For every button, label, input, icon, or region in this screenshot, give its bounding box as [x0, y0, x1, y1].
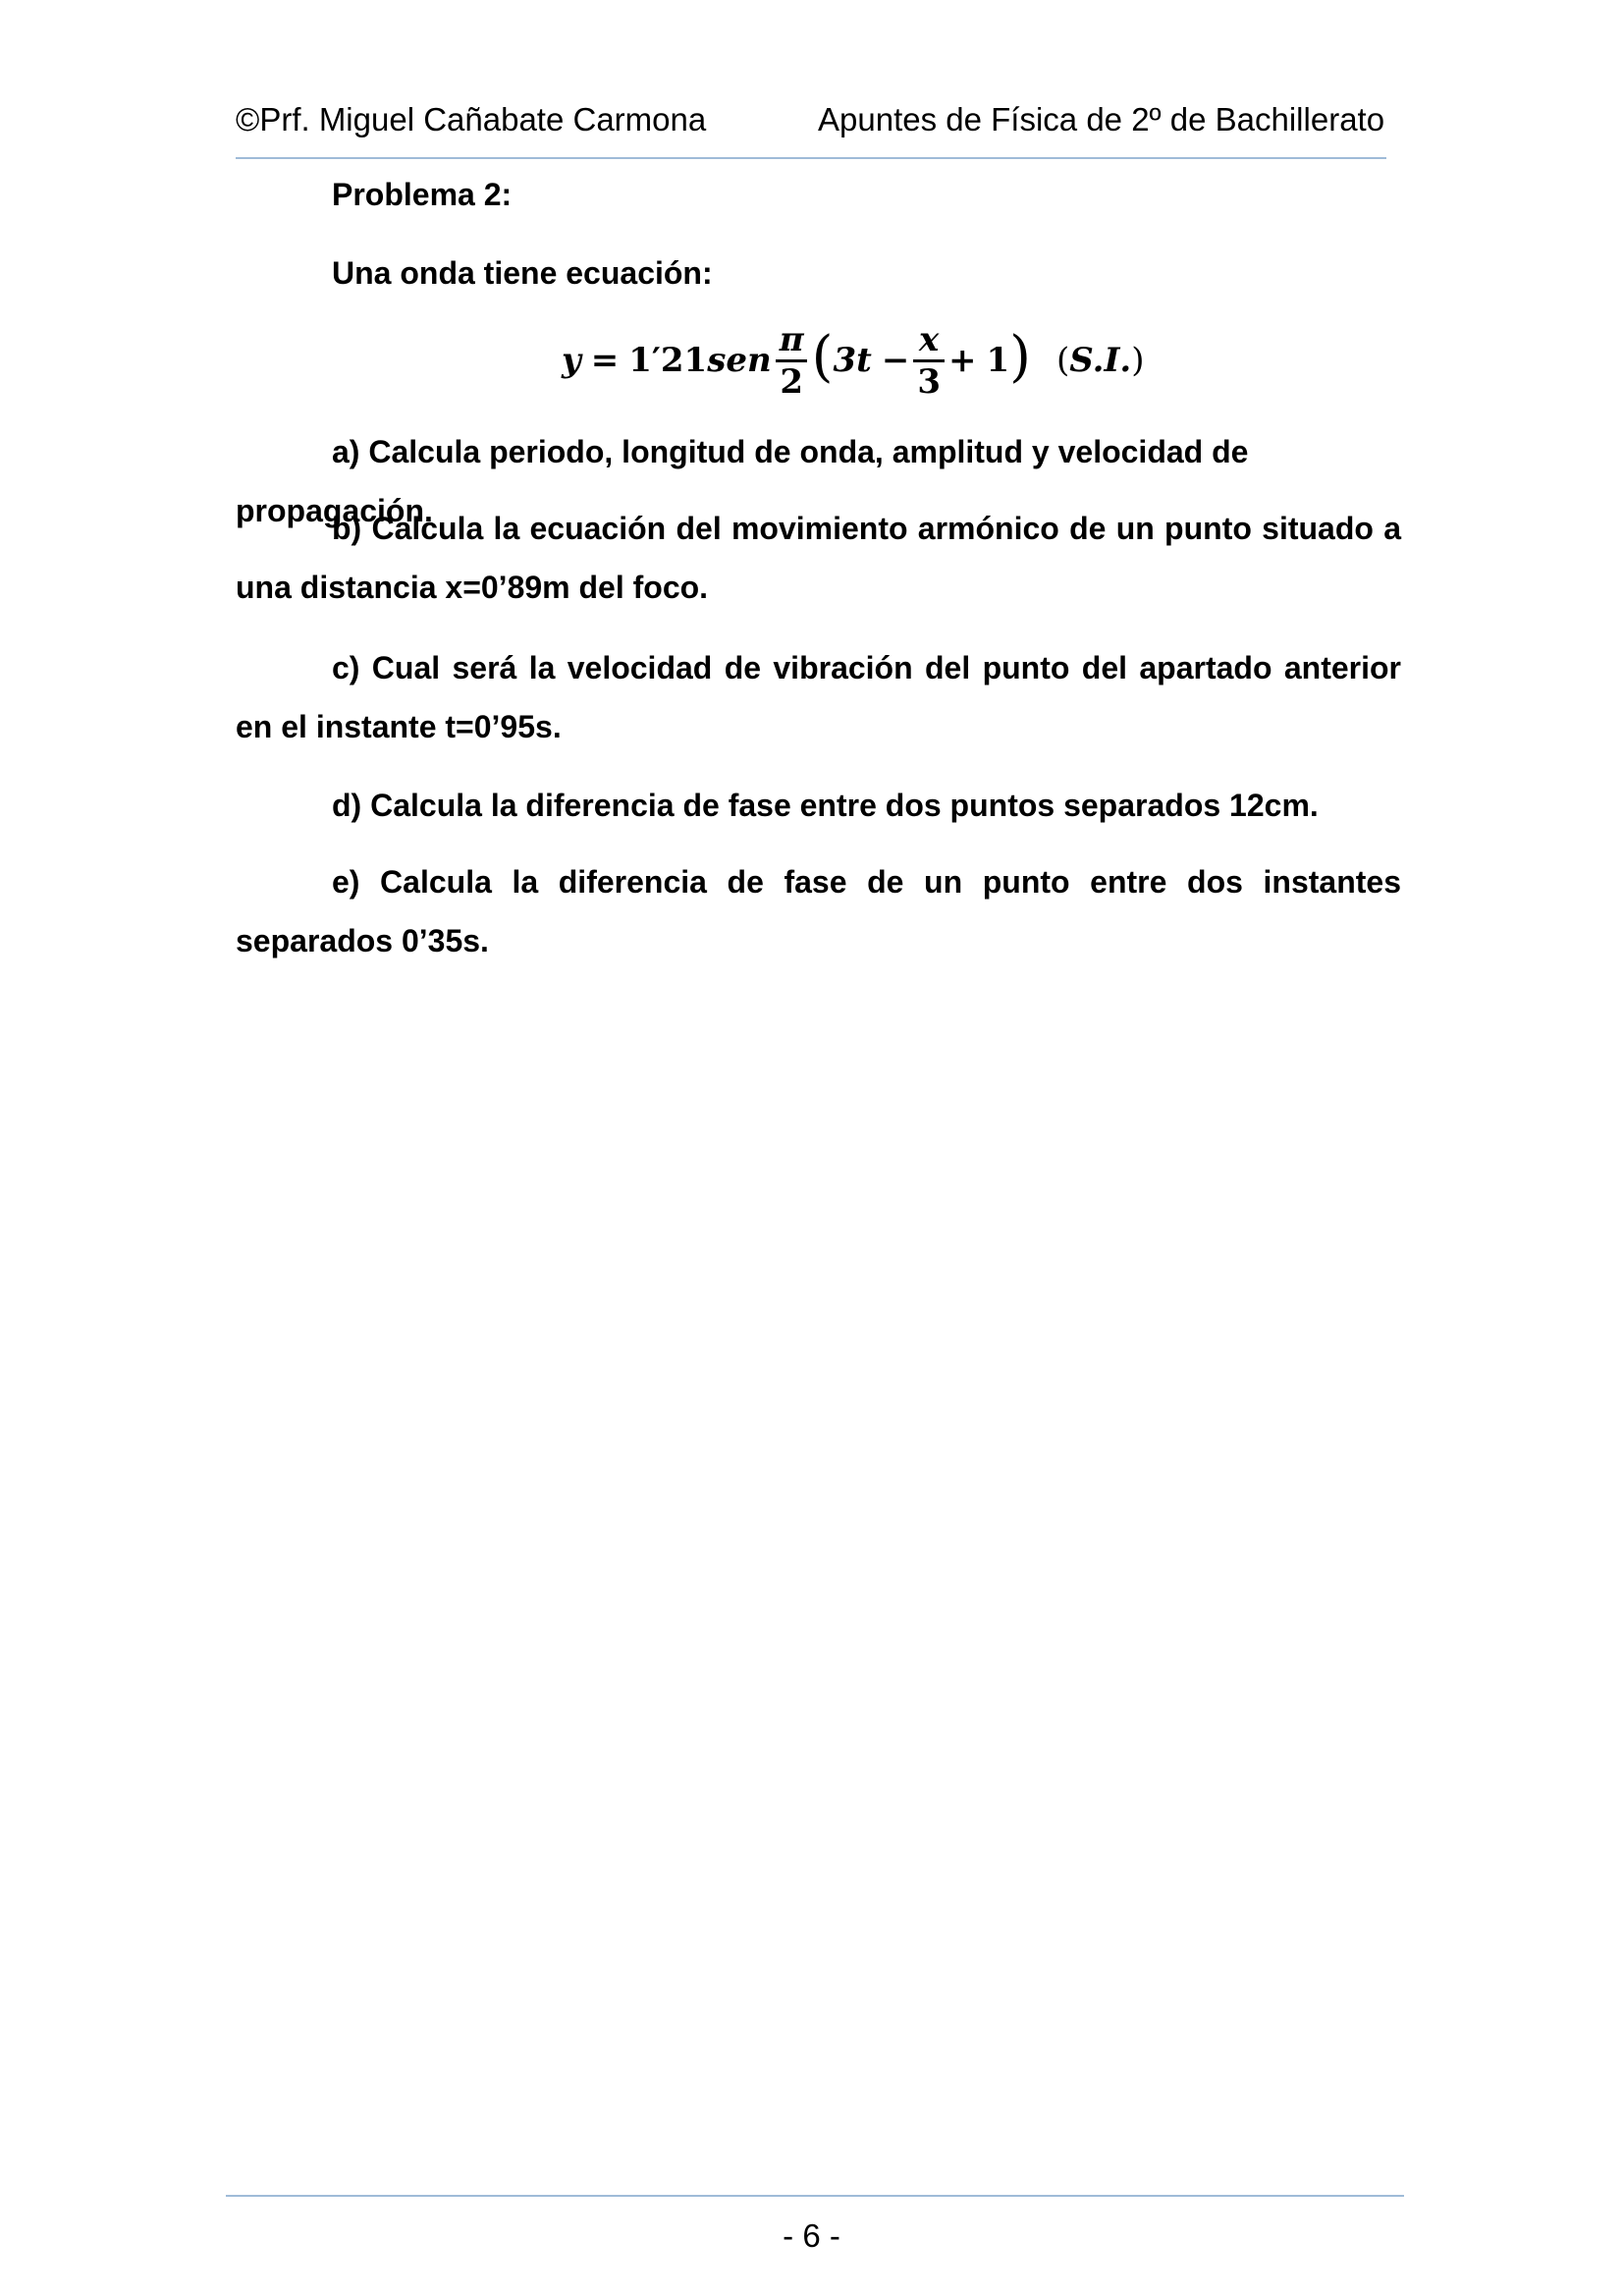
- item-e: e) Calcula la diferencia de fase de un punto entre dos instantes separados 0’35s.: [236, 864, 1401, 958]
- header-subject: Apuntes de Física de 2º de Bachillerato: [818, 101, 1385, 137]
- eq-function: sen: [707, 341, 772, 380]
- eq-units: (S.I.): [1056, 341, 1145, 380]
- item-d: d) Calcula la diferencia de fase entre dos puntos separados 12cm.: [332, 788, 1319, 823]
- eq-minus: −: [881, 341, 910, 380]
- eq-term-1: 1: [986, 341, 1010, 380]
- eq-frac2-numerator: x: [919, 319, 940, 359]
- eq-lhs: y: [562, 341, 581, 380]
- problem-intro: Una onda tiene ecuación:: [332, 255, 713, 291]
- eq-frac1-denominator: 2: [776, 359, 807, 399]
- item-b: b) Calcula la ecuación del movimiento armónico de un punto situado a una distancia x=0’89m del foco.: [236, 511, 1401, 605]
- eq-fraction-pi-over-2: [776, 319, 808, 402]
- header-divider: [236, 157, 1386, 159]
- eq-plus: +: [948, 341, 977, 380]
- eq-term-3t: 3t: [833, 341, 872, 380]
- eq-open-paren: (: [811, 325, 834, 389]
- wave-equation: [562, 316, 1144, 405]
- eq-close-paren: ): [1009, 325, 1032, 389]
- item-a: a) Calcula periodo, longitud de onda, amplitud y velocidad de propagación.: [236, 434, 1249, 528]
- problem-title: Problema 2:: [332, 177, 513, 212]
- item-c: c) Cual será la velocidad de vibración del punto del apartado anterior en el instante t=0’95s.: [236, 650, 1401, 744]
- page-number: - 6 -: [783, 2217, 840, 2254]
- header-author: ©Prf. Miguel Cañabate Carmona: [236, 101, 707, 137]
- footer-divider: [226, 2195, 1404, 2197]
- eq-equals: =: [590, 341, 620, 380]
- eq-amplitude: 1′21: [628, 341, 708, 380]
- eq-fraction-x-over-3: [913, 319, 945, 402]
- eq-frac2-denominator: 3: [913, 359, 945, 399]
- eq-frac1-numerator: π: [779, 319, 804, 359]
